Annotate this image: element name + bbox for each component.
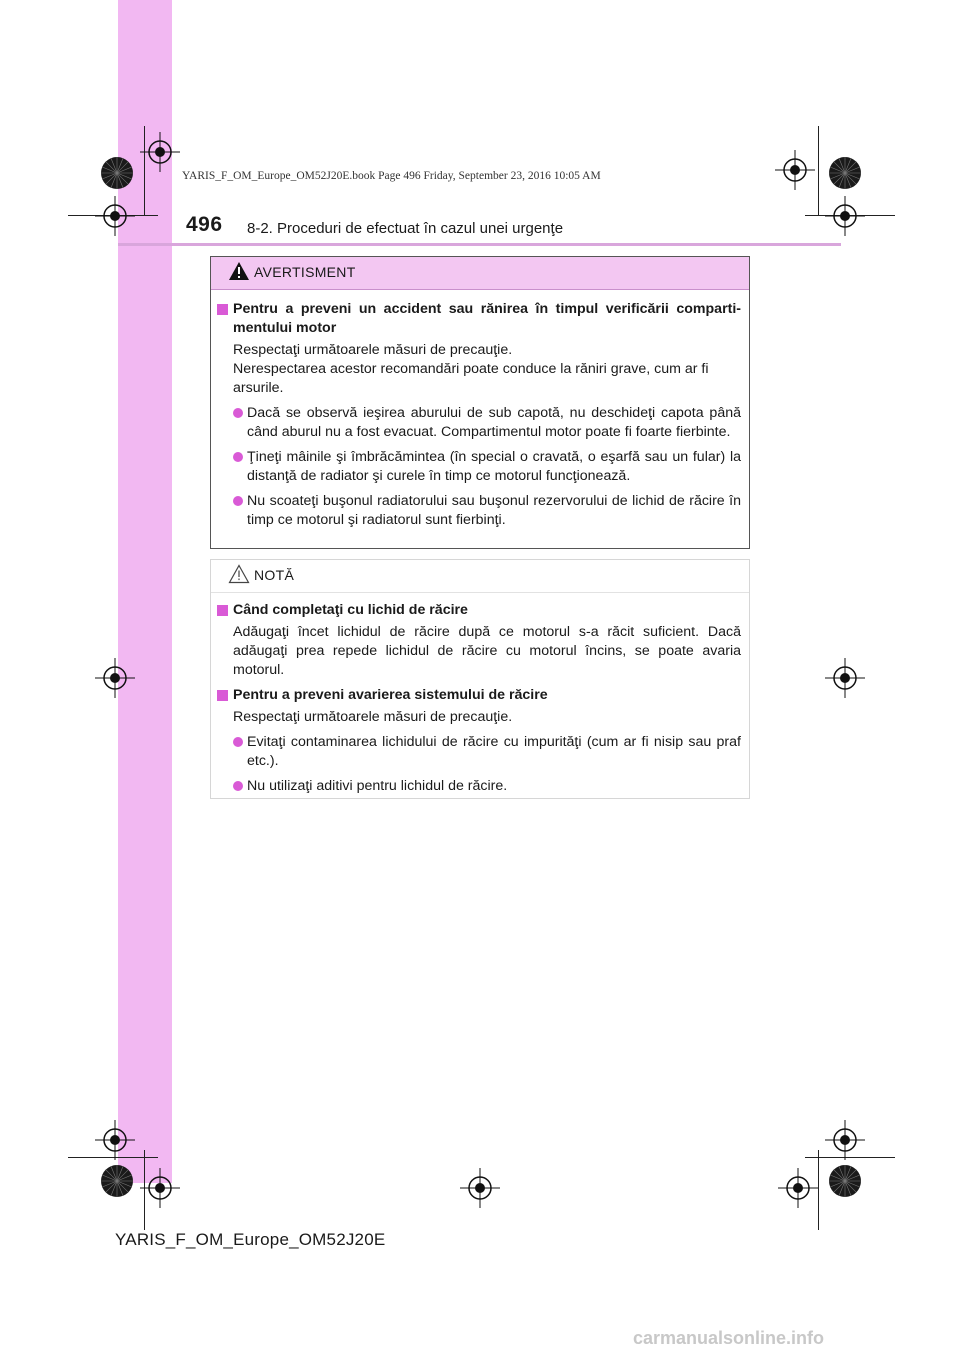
footer-code: YARIS_F_OM_Europe_OM52J20E [115, 1230, 386, 1249]
registration-mark [825, 1120, 865, 1160]
warning-triangle-icon [228, 261, 250, 281]
registration-mark [460, 1168, 500, 1208]
starburst-mark [100, 156, 134, 190]
header-rule [118, 243, 841, 246]
starburst-mark [828, 1164, 862, 1198]
registration-mark [140, 132, 180, 172]
crop-mark [818, 126, 819, 216]
registration-mark [825, 196, 865, 236]
list-item: Nu scoateţi buşonul radiatorului sau buşonul rezervorului de lichid de răcire în timp ce motorul şi radiatorul sunt fierbinţi. [217, 492, 741, 530]
square-bullet-icon [217, 605, 228, 616]
square-bullet-icon [217, 304, 228, 315]
registration-mark [95, 196, 135, 236]
notice-subtitle-2: Pentru a preveni avarierea sistemului de răcire [217, 686, 741, 705]
page-number: 496 [186, 213, 223, 236]
print-info: YARIS_F_OM_Europe_OM52J20E.book Page 496 Friday, September 23, 2016 10:05 AM [182, 170, 601, 182]
notice-label: NOTĂ [254, 567, 295, 583]
notice-subtitle-1: Când completaţi cu lichid de răcire [217, 601, 741, 620]
notice-paragraph-1: Adăugaţi încet lichidul de răcire după ce motorul s-a răcit suficient. Dacă adăugaţi prea repede lichidul de răcire cu motorul încins, se poate avaria motorul. [233, 624, 741, 678]
list-item: Dacă se observă ieşirea aburului de sub capotă, nu deschideţi capota până când aburul nu a fost evacuat. Compartimentul motor poate fi foarte fierbinte. [217, 404, 741, 442]
list-item: Nu utilizaţi aditivi pentru lichidul de răcire. [217, 777, 741, 796]
notice-header [211, 560, 749, 593]
warning-box [210, 256, 750, 549]
registration-mark [140, 1168, 180, 1208]
round-bullet-icon [233, 408, 243, 418]
list-item: Evitaţi contaminarea lichidului de răcire cu impurităţi (cum ar fi nisip sau praf etc.). [217, 733, 741, 771]
section-title: 8-2. Proceduri de efectuat în cazul unei urgenţe [247, 220, 564, 237]
starburst-mark [100, 1164, 134, 1198]
round-bullet-icon [233, 452, 243, 462]
crop-mark [818, 1150, 819, 1230]
square-bullet-icon [217, 690, 228, 701]
list-item: Ţineţi mâinile şi îmbrăcămintea (în special o cravată, o eşarfă sau un fular) la distanţă de radiator şi curele în timp ce motorul funcţionează. [217, 448, 741, 486]
warning-subtitle: Pentru a preveni un accident sau rănirea în timpul verificării comparti-mentului motor [217, 300, 741, 338]
registration-mark [778, 1168, 818, 1208]
registration-mark [95, 658, 135, 698]
warning-intro: Respectaţi următoarele măsuri de precauţie. Nerespectarea acestor recomandări poate conduce la răniri grave, cum ar fi arsurile. [233, 342, 709, 396]
round-bullet-icon [233, 496, 243, 506]
warning-header [211, 257, 749, 290]
starburst-mark [828, 156, 862, 190]
registration-mark [825, 658, 865, 698]
watermark: carmanualsonline.info [633, 1328, 825, 1348]
notice-paragraph-2: Respectaţi următoarele măsuri de precauţie. [233, 709, 513, 725]
registration-mark [775, 150, 815, 190]
warning-label: AVERTISMENT [254, 264, 356, 280]
notice-triangle-icon [228, 564, 250, 584]
notice-box [210, 559, 750, 799]
round-bullet-icon [233, 737, 243, 747]
round-bullet-icon [233, 781, 243, 791]
registration-mark [95, 1120, 135, 1160]
